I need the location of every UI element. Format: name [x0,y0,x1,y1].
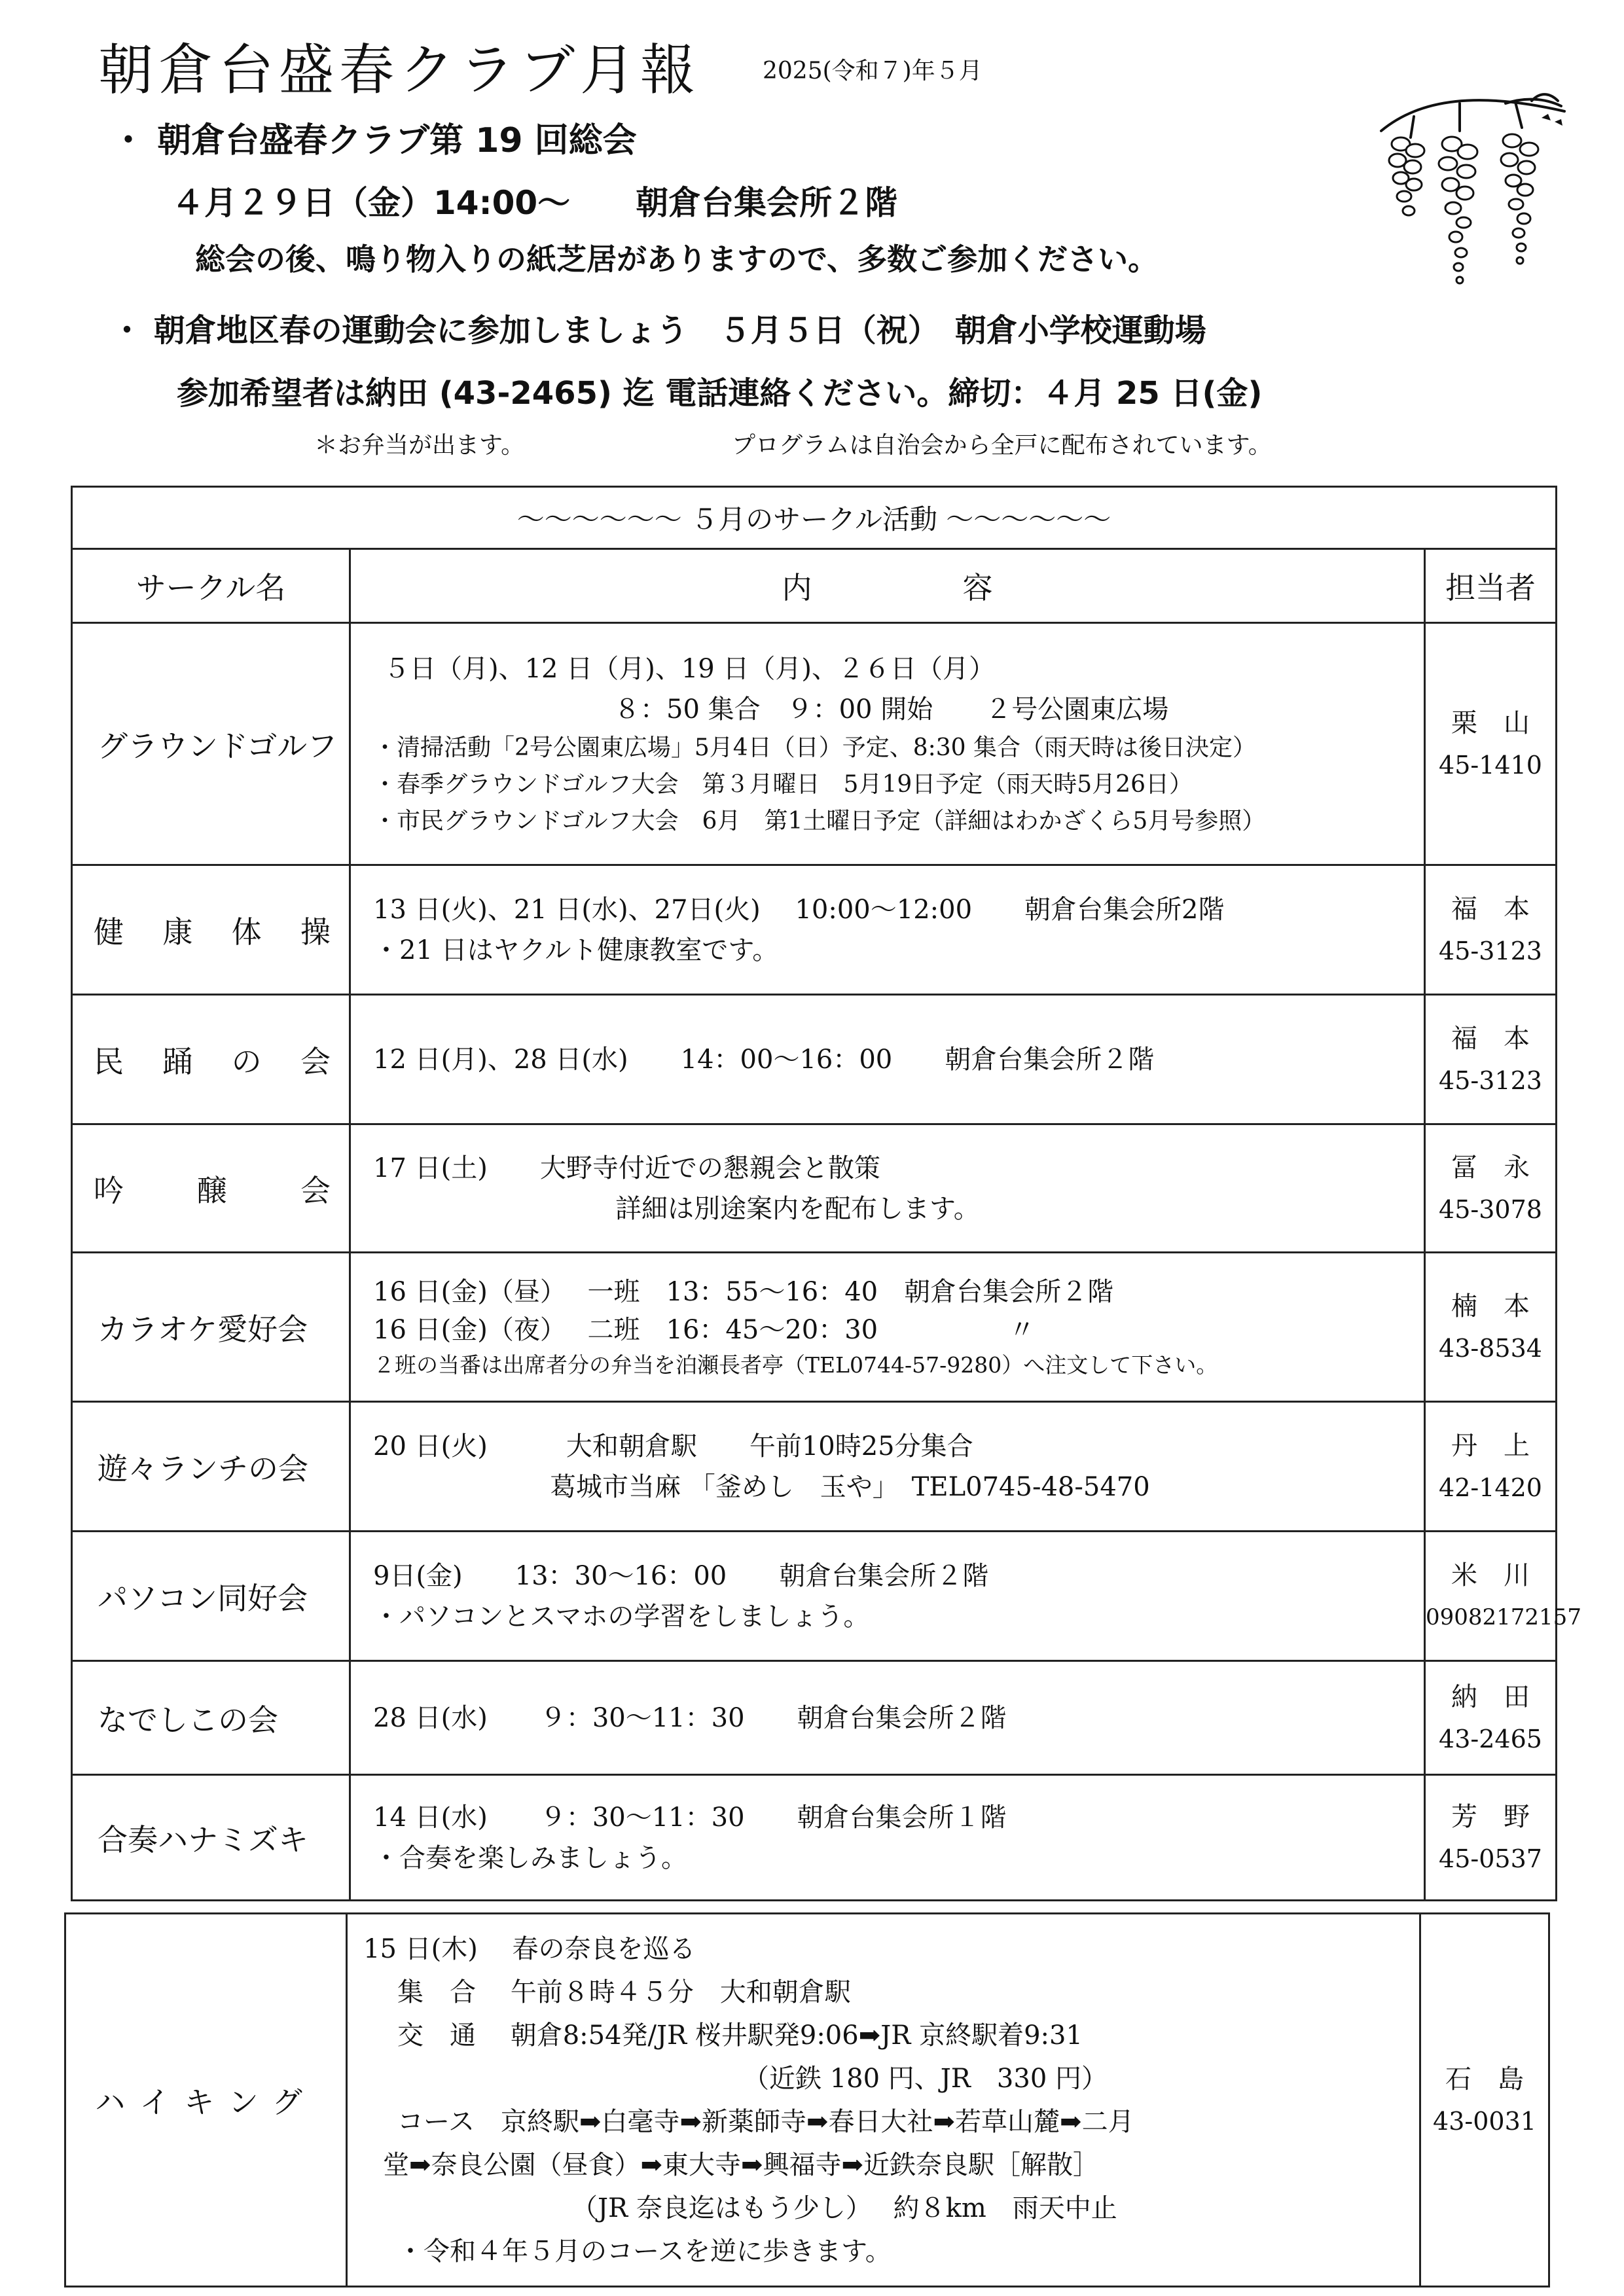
hiking-table [64,1912,1550,2287]
wisteria-flower-illustration [1375,92,1571,308]
sports-day-note-lunch: ＊お弁当が出ます。 [314,432,525,459]
circle-person [1425,1775,1557,1901]
general-meeting-detail: 総会の後、鳴り物入りの紙芝居がありますので、多数ご参加ください。 [195,242,1159,277]
circle-name: グラウンドゴルフ [72,623,350,865]
circle-content [350,1775,1425,1901]
circle-person [1425,1124,1557,1253]
sports-day-detail: 参加希望者は納田 (43-2465) 迄 電話連絡ください。締切：４月 25 日(金) [177,375,1263,412]
circle-person [1425,1532,1581,1661]
table-row [72,1532,1557,1661]
sports-day-note-program: プログラムは自治会から全戸に配布されています。 [732,432,1272,459]
content-line: 14 日(水) ９：30～11：30 朝倉台集会所１階 [373,1802,1007,1833]
circle-person [1425,865,1557,995]
circle-content [350,623,1425,865]
circle-person [1425,1253,1557,1402]
circle-name: 遊々ランチの会 [72,1402,350,1532]
person-phone: 45-3123 [1439,936,1542,965]
table-row [72,995,1557,1124]
circle-content [350,865,1425,995]
content-line: 詳細は別途案内を配布します。 [615,1193,980,1224]
person-name: 芳 野 [1451,1801,1530,1832]
person-name: 丹 上 [1451,1430,1530,1461]
content-line: 16 日(金)（夜） 二班 16：45～20：30 〃 [373,1314,1036,1345]
circle-name: ハイキング [65,1914,347,2287]
person-name: 冨 永 [1451,1152,1530,1183]
content-line: 20 日(火) 大和朝倉駅 午前10時25分集合 [373,1431,973,1462]
circle-content [350,1661,1425,1775]
content-line: 13 日(火)、21 日(水)、27日(火) 10:00～12:00 朝倉台集会所2階 [373,894,1225,925]
circle-content [350,1402,1425,1532]
circle-person [1425,1402,1557,1532]
page-title: 朝倉台盛春クラブ月報 [98,38,701,102]
circle-activities-table [71,486,1581,1901]
circle-content [350,1253,1425,1402]
content-line: 17 日(土) 大野寺付近での懇親会と散策 [373,1153,880,1183]
content-line: ・21 日はヤクルト健康教室です。 [373,935,779,965]
circle-name: 民踊の会 [72,995,350,1124]
circle-name: カラオケ愛好会 [72,1253,350,1402]
content-line: （JR 奈良迄はもう少し） 約８km 雨天中止 [571,2193,1117,2223]
person-name: 栗 山 [1451,708,1530,738]
table-row [72,865,1557,995]
table-caption: ～～～～～～ ５月のサークル活動 ～～～～～～ [72,487,1557,549]
circle-person [1425,995,1557,1124]
content-line: ・清掃活動「2号公園東広場」5月4日（日）予定、8:30 集合（雨天時は後日決定） [373,734,1256,761]
circle-name: 合奏ハナミズキ [72,1775,350,1901]
person-name: 福 本 [1451,893,1530,924]
person-name: 米 川 [1451,1560,1530,1590]
content-line: 葛城市当麻 「釜めし 玉や」 TEL0745-48-5470 [550,1471,1150,1502]
person-phone: 45-0537 [1439,1844,1542,1873]
person-phone: 45-1410 [1439,750,1542,780]
person-phone: 43-0031 [1433,2106,1536,2136]
person-phone: 09082172157 [1426,1604,1581,1630]
table-row [72,623,1557,865]
table-row [72,1253,1557,1402]
person-phone: 42-1420 [1439,1473,1542,1502]
table-row [72,1402,1557,1532]
circle-content [350,1532,1425,1661]
table-row [65,1914,1549,2287]
content-line: 9日(金) 13：30～16：00 朝倉台集会所２階 [373,1560,989,1591]
content-line: ・パソコンとスマホの学習をしましょう。 [373,1601,870,1632]
person-name: 楠 本 [1451,1291,1530,1321]
content-line: ・令和４年５月のコースを逆に歩きます。 [397,2236,892,2267]
circle-person [1425,623,1557,865]
content-line: ・合奏を楽しみましょう。 [373,1842,687,1873]
circle-content [350,995,1425,1124]
circle-content [350,1124,1425,1253]
table-row [72,1775,1557,1901]
content-line: ・市民グラウンドゴルフ大会 6月 第1土曜日予定（詳細はわかざくら5月号参照） [373,807,1266,834]
person-name: 納 田 [1451,1681,1530,1712]
content-line: 15 日(木) 春の奈良を巡る [363,1933,696,1964]
person-phone: 45-3078 [1439,1194,1542,1224]
circle-name: 健康体操 [72,865,350,995]
circle-name: パソコン同好会 [72,1532,350,1661]
content-line: 28 日(水) ９：30～11：30 朝倉台集会所２階 [373,1702,1007,1733]
general-meeting-title: ・ 朝倉台盛春クラブ第 19 回総会 [111,121,637,160]
person-phone: 43-2465 [1439,1724,1542,1753]
person-name: 福 本 [1451,1023,1530,1054]
person-phone: 43-8534 [1439,1333,1542,1363]
content-line: コース 京終駅➡白毫寺➡新薬師寺➡春日大社➡若草山麓➡二月 [397,2106,1134,2137]
sports-day-title: ・ 朝倉地区春の運動会に参加しましょう ５月５日（祝） 朝倉小学校運動場 [111,312,1206,349]
circle-person [1425,1661,1557,1775]
content-line: 交 通 朝倉8:54発/JR 桜井駅発9:06➡JR 京終駅着9:31 [397,2020,1083,2051]
hiking-content [347,1914,1420,2287]
column-header-content: 内 容 [350,549,1425,623]
person-name: 石 島 [1445,2064,1524,2094]
column-header-circle: サークル名 [72,549,350,623]
content-line: （近鉄 180 円、JR 330 円） [743,2063,1108,2094]
content-line: 集 合 午前８時４５分 大和朝倉駅 [397,1977,851,2007]
content-line: ・春季グラウンドゴルフ大会 第３月曜日 5月19日予定（雨天時5月26日） [373,770,1193,798]
circle-name: なでしこの会 [72,1661,350,1775]
content-line: 堂➡奈良公園（昼食）➡東大寺➡興福寺➡近鉄奈良駅［解散］ [383,2149,1100,2180]
circle-person [1420,1914,1549,2287]
issue-date: 2025(令和７)年５月 [763,58,983,84]
content-line: 12 日(月)、28 日(水) 14：00～16：00 朝倉台集会所２階 [373,1044,1155,1075]
content-line: 16 日(金)（昼） 一班 13：55～16：40 朝倉台集会所２階 [373,1276,1114,1307]
person-phone: 45-3123 [1439,1066,1542,1095]
general-meeting-when: ４月２９日（金）14:00～ 朝倉台集会所２階 [171,184,898,222]
content-line: ５日（月)、12 日（月)、19 日（月)、２６日（月） [384,653,996,684]
table-row [72,1124,1557,1253]
column-header-person: 担当者 [1425,549,1557,623]
circle-name: 吟醸会 [72,1124,350,1253]
content-line: ８：50 集合 ９：00 開始 ２号公園東広場 [614,694,1169,725]
content-line: ２班の当番は出席者分の弁当を泊瀬長者亭（TEL0744-57-9280）へ注文して下さい。 [373,1352,1218,1378]
table-row [72,1661,1557,1775]
